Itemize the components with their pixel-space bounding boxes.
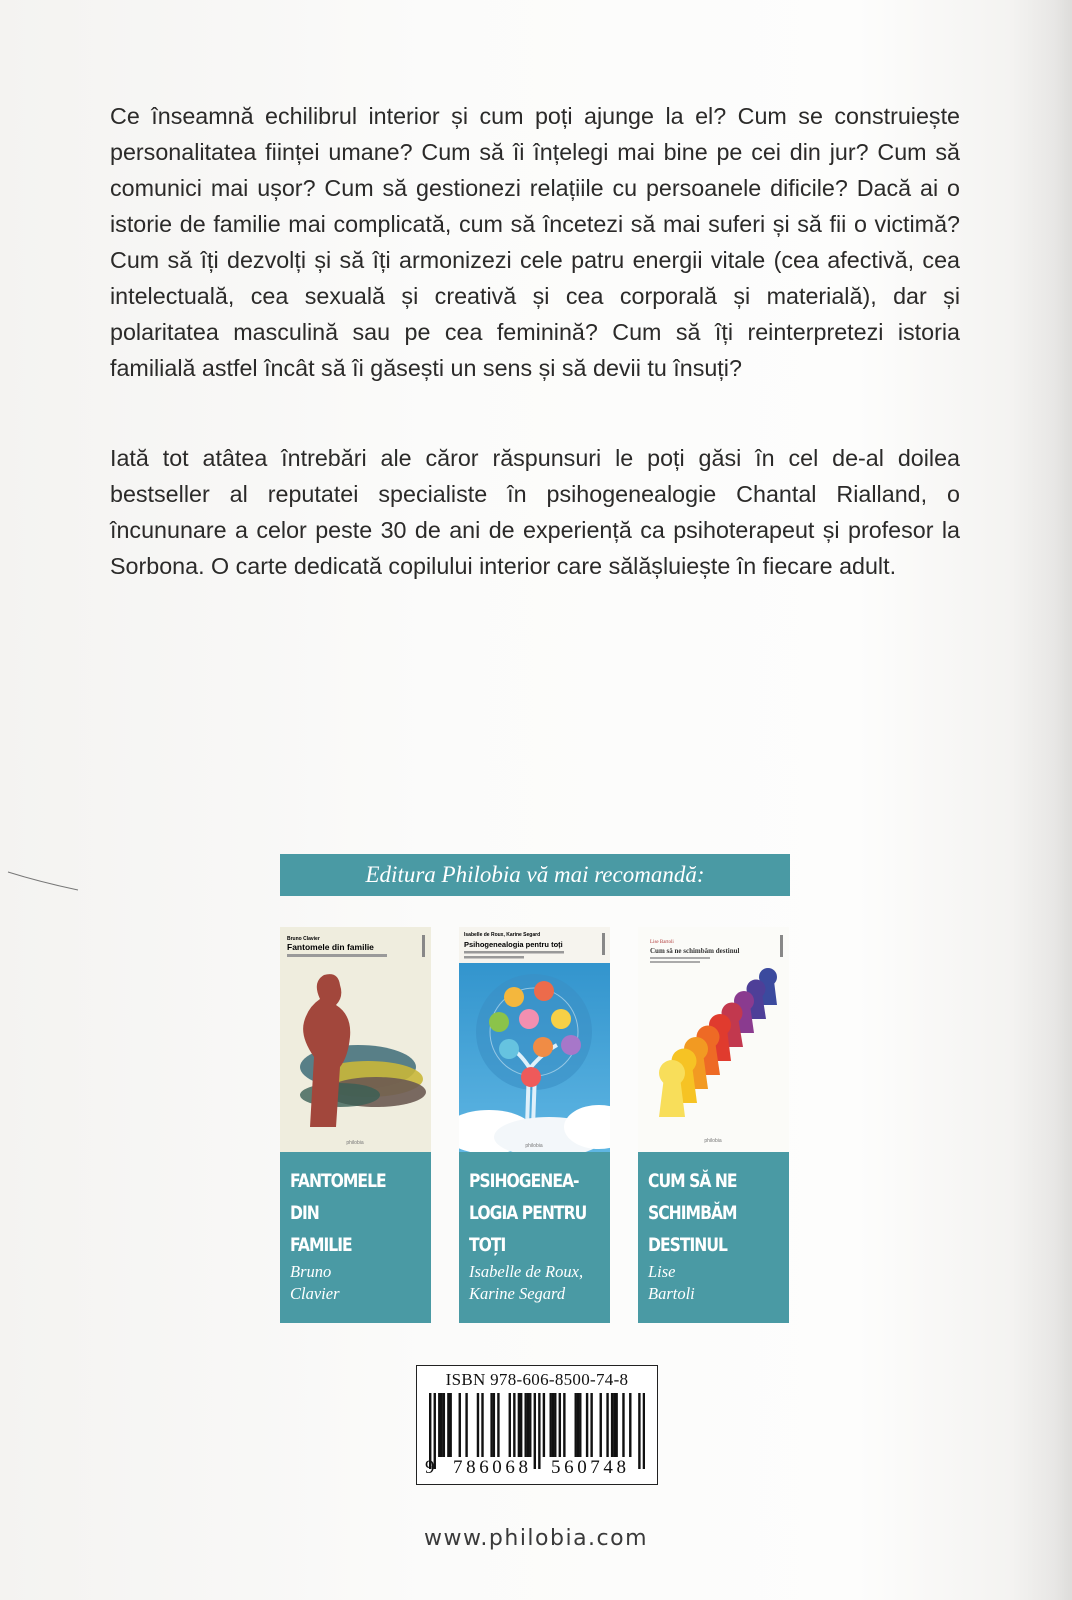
blurb-paragraph-1: Ce înseamnă echilibrul interior și cum poți ajunge la el? Cum se construiește personalitatea ființei umane? Cum să îi înțelegi mai bine pe cei din jur? Cum să comunici mai ușor? Cum să gestionezi relațiile cu persoanele dificile? Dacă ai o istorie de familie mai complicată, cum să încetezi să mai suferi și să fii o victimă? Cum să îți dezvolți și să îți armonizezi cele patru energii vitale (cea afectivă, cea intelectuală, cea sexuală și creativă și cea corporală și materială), dar și polaritatea masculină sau pe cea feminină? Cum să îți reinterpretezi istoria familială astfel încât să îi găsești un sens și să devii tu însuți?	[110, 103, 960, 381]
barcode-bar	[611, 1393, 613, 1457]
barcode-bar	[538, 1393, 540, 1469]
cover-title: Cum să ne schimbăm destinul	[650, 947, 740, 955]
author-line: Bruno	[290, 1262, 332, 1281]
barcode-bar	[563, 1393, 565, 1457]
author-line: Clavier	[290, 1284, 340, 1303]
publisher-website[interactable]: www.philobia.com	[423, 1526, 649, 1551]
barcode-bar	[575, 1393, 577, 1457]
book-title	[290, 1165, 429, 1261]
cover-title: Fantomele din familie	[287, 942, 374, 952]
barcode-bar	[643, 1393, 645, 1469]
title-line: DIN	[290, 1202, 319, 1224]
title-line: FAMILIE	[290, 1234, 352, 1256]
barcode-bar	[527, 1393, 529, 1457]
recommended-book-2[interactable]	[459, 927, 610, 1323]
book-title	[648, 1165, 787, 1261]
barcode-bar	[443, 1393, 445, 1457]
isbn-barcode-box	[416, 1365, 658, 1485]
barcode-bar	[543, 1393, 545, 1457]
book-author	[648, 1261, 788, 1305]
barcode-bar	[447, 1393, 449, 1457]
barcode-bar	[552, 1393, 554, 1457]
barcode-bar	[493, 1393, 495, 1457]
barcode-bar	[606, 1393, 608, 1457]
cover-title: Psihogenealogia pentru toți	[464, 940, 563, 949]
barcode-bar	[529, 1393, 531, 1457]
book-title	[469, 1165, 608, 1261]
barcode-bar	[586, 1393, 588, 1457]
title-line: DESTINUL	[648, 1234, 727, 1256]
barcode-bar	[524, 1393, 526, 1457]
barcode-bar	[550, 1393, 552, 1457]
scratch-mark	[0, 860, 90, 900]
isbn-label: ISBN 978-606-8500-74-8	[445, 1370, 629, 1389]
recommended-book-1[interactable]	[280, 927, 431, 1323]
title-line: CUM SĂ NE	[648, 1170, 737, 1192]
cover-author: Bruno Clavier	[287, 936, 320, 942]
cover-publisher: philobia	[525, 1143, 543, 1149]
cover-publisher: philobia	[346, 1140, 364, 1146]
barcode-bar	[600, 1393, 602, 1457]
recommendation-banner: Editura Philobia vă mai recomandă:	[280, 854, 790, 896]
book-cover-thumbnail	[280, 927, 431, 1152]
barcode-bar	[638, 1393, 640, 1469]
barcode-bar	[459, 1393, 461, 1457]
barcode-bar	[518, 1393, 520, 1457]
barcode-bar	[590, 1393, 592, 1457]
barcode-digits-right: 560748	[551, 1457, 630, 1478]
barcode-bar	[615, 1393, 617, 1457]
blurb-paragraph-2: Iată tot atâtea întrebări ale căror răspunsuri le poți găsi în cel de-al doilea bestseller al reputatei specialiste în psihogenealogie Chantal Rialland, o încununare a celor peste 30 de ani de experiență ca psihoterapeut și profesor la Sorbona. O carte dedicată copilului interior care sălășluiește în fiecare adult.	[110, 445, 960, 579]
recommended-book-3[interactable]	[638, 927, 789, 1323]
title-line: LOGIA PENTRU	[469, 1202, 587, 1224]
barcode-bar	[481, 1393, 483, 1457]
barcode-bar	[622, 1393, 624, 1457]
author-line: Isabelle de Roux,	[469, 1262, 584, 1281]
barcode-bar	[520, 1393, 522, 1457]
barcode-bar	[465, 1393, 467, 1457]
barcode-bar	[497, 1393, 499, 1457]
barcode-digit-first: 9	[425, 1457, 435, 1478]
barcode-bar	[534, 1393, 536, 1469]
book-cover-thumbnail	[638, 927, 789, 1152]
barcode-bar	[438, 1393, 440, 1457]
edge-shadow	[1012, 0, 1072, 1600]
cover-author: Isabelle de Roux, Karine Segard	[464, 932, 541, 938]
barcode-bar	[513, 1393, 515, 1457]
title-line: PSIHOGENEA-	[469, 1170, 579, 1192]
barcode-bar	[579, 1393, 581, 1457]
cover-publisher: philobia	[704, 1138, 722, 1144]
barcode-bar	[509, 1393, 511, 1457]
barcode-bar	[577, 1393, 579, 1457]
title-line: TOȚI	[469, 1234, 506, 1256]
author-line: Lise	[648, 1262, 676, 1281]
barcode-bar	[477, 1393, 479, 1457]
author-line: Karine Segard	[469, 1284, 566, 1303]
book-cover-thumbnail	[459, 927, 610, 1152]
barcode-bar	[613, 1393, 615, 1457]
barcode-bar	[440, 1393, 442, 1457]
barcode-digits-left: 786068	[453, 1457, 532, 1478]
barcode-bar	[449, 1393, 451, 1457]
barcode-bar	[554, 1393, 556, 1457]
author-line: Bartoli	[648, 1284, 695, 1303]
barcode-bar	[629, 1393, 631, 1457]
title-line: FANTOMELE	[290, 1170, 386, 1192]
cover-author: Lise Bartoli	[650, 940, 674, 945]
title-line: SCHIMBĂM	[648, 1202, 737, 1224]
barcode-bar	[490, 1393, 492, 1457]
barcode-bar	[559, 1393, 561, 1457]
book-author	[469, 1261, 609, 1305]
book-author	[290, 1261, 430, 1305]
